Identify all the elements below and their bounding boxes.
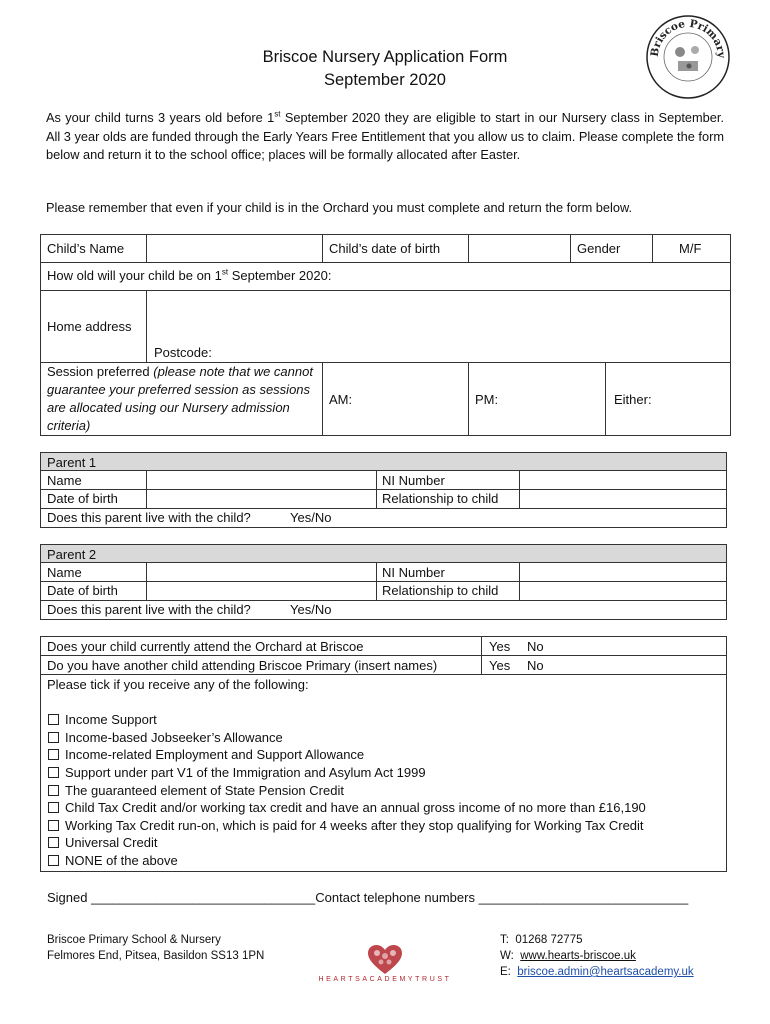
sibling-question: Do you have another child attending Briscoe Primary (insert names) <box>47 658 438 673</box>
parent2-ni-field[interactable] <box>521 564 724 580</box>
session-pm-option[interactable]: PM: <box>475 392 499 407</box>
heart-logo-icon <box>367 944 403 976</box>
parent2-relationship-field[interactable] <box>521 582 724 599</box>
checkbox[interactable] <box>48 714 59 725</box>
footer-address <box>47 932 264 964</box>
checkbox[interactable] <box>48 837 59 848</box>
contact-line[interactable]: _____________________________ <box>478 890 689 905</box>
child-name-field[interactable] <box>148 236 320 261</box>
tick-prompt: Please tick if you receive any of the following: <box>47 677 309 692</box>
benefit-item[interactable]: Working Tax Credit run-on, which is paid for 4 weeks after they stop qualifying for Working Tax Credit <box>47 817 646 835</box>
benefits-checklist <box>47 711 646 869</box>
session-label: Session preferred (please note that we cannot guarantee your preferred session as sessions are allocated using our Nursery admission criteria) <box>47 364 313 433</box>
footer-contacts <box>500 932 694 980</box>
contact-label: Contact telephone numbers <box>315 890 475 905</box>
web-label: W: <box>500 950 514 962</box>
orchard-no-option[interactable]: No <box>527 639 544 654</box>
parent1-relationship-field[interactable] <box>521 490 724 507</box>
parent2-name-field[interactable] <box>148 564 374 580</box>
parent2-dob-field[interactable] <box>148 582 374 599</box>
parent1-name-label: Name <box>47 473 82 488</box>
child-age-label: How old will your child be on 1st September 2020: <box>47 267 332 283</box>
parent1-relationship-label: Relationship to child <box>382 491 499 506</box>
intro-paragraph: As your child turns 3 years old before 1st September 2020 they are eligible to start in our Nursery class in September. All 3 year olds are funded through the Early Years Free Entitlement that you allow us to claim. Please complete the form below and return it to the school office; places will be formally allocated after Easter. <box>46 109 724 162</box>
parent2-name-label: Name <box>47 565 82 580</box>
checkbox[interactable] <box>48 767 59 778</box>
parent1-live-option[interactable]: Yes/No <box>290 510 332 525</box>
email-link[interactable]: briscoe.admin@heartsacademy.uk <box>517 966 694 978</box>
parent1-dob-label: Date of birth <box>47 491 118 506</box>
checkbox[interactable] <box>48 785 59 796</box>
checkbox[interactable] <box>48 802 59 813</box>
signed-line[interactable]: _______________________________ <box>91 890 316 905</box>
gender-label: Gender <box>577 241 621 256</box>
benefit-item[interactable]: Income-related Employment and Support Allowance <box>47 746 646 764</box>
child-name-label: Child’s Name <box>47 241 125 256</box>
trust-name: HEARTSACADEMYTRUST <box>318 976 452 983</box>
child-dob-label: Child’s date of birth <box>329 241 441 256</box>
logo-ring-text: Briscoe Primary <box>648 17 728 59</box>
benefit-item[interactable]: NONE of the above <box>47 852 646 870</box>
signature-row <box>47 890 688 905</box>
benefit-item[interactable]: Income Support <box>47 711 646 729</box>
orchard-question: Does your child currently attend the Orchard at Briscoe <box>47 639 364 654</box>
signed-label: Signed <box>47 890 88 905</box>
footer-school-name: Briscoe Primary School & Nursery <box>47 934 221 946</box>
checkbox[interactable] <box>48 820 59 831</box>
checkbox[interactable] <box>48 855 59 866</box>
tel-value: 01268 72775 <box>515 934 583 946</box>
website-link[interactable]: www.hearts-briscoe.uk <box>520 950 636 962</box>
child-dob-field[interactable] <box>470 236 568 261</box>
parent1-dob-field[interactable] <box>148 490 374 507</box>
parent2-live-label: Does this parent live with the child? <box>47 602 251 617</box>
intro-reminder: Please remember that even if your child is in the Orchard you must complete and return the form below. <box>46 200 633 215</box>
checkbox[interactable] <box>48 732 59 743</box>
parent2-ni-label: NI Number <box>382 565 445 580</box>
parent1-name-field[interactable] <box>148 472 374 488</box>
home-address-field[interactable] <box>148 292 728 342</box>
benefit-item[interactable]: Income-based Jobseeker’s Allowance <box>47 729 646 747</box>
sibling-yes-option[interactable]: Yes <box>489 658 511 673</box>
session-am-option[interactable]: AM: <box>329 392 353 407</box>
checkbox[interactable] <box>48 749 59 760</box>
session-either-option[interactable]: Either: <box>614 392 652 407</box>
postcode-label: Postcode: <box>154 345 212 360</box>
home-address-label: Home address <box>47 319 132 334</box>
parent2-relationship-label: Relationship to child <box>382 583 499 598</box>
page-title: Briscoe Nursery Application Form <box>262 48 508 66</box>
sibling-no-option[interactable]: No <box>527 658 544 673</box>
footer-school-address: Felmores End, Pitsea, Basildon SS13 1PN <box>47 950 265 962</box>
tel-label: T: <box>500 934 509 946</box>
parent1-heading: Parent 1 <box>47 455 97 470</box>
benefit-item[interactable]: Universal Credit <box>47 834 646 852</box>
orchard-yes-option[interactable]: Yes <box>489 639 511 654</box>
email-label: E: <box>500 966 511 978</box>
page-subtitle: September 2020 <box>323 71 446 89</box>
parent2-dob-label: Date of birth <box>47 583 118 598</box>
parent1-ni-label: NI Number <box>382 473 445 488</box>
parent2-live-option[interactable]: Yes/No <box>290 602 332 617</box>
parent1-live-label: Does this parent live with the child? <box>47 510 251 525</box>
gender-field[interactable]: M/F <box>679 241 702 256</box>
benefit-item[interactable]: Support under part V1 of the Immigration and Asylum Act 1999 <box>47 764 646 782</box>
parent1-ni-field[interactable] <box>521 472 724 488</box>
parent2-heading: Parent 2 <box>47 547 97 562</box>
benefit-item[interactable]: Child Tax Credit and/or working tax credit and have an annual gross income of no more than £16,190 <box>47 799 646 817</box>
benefit-item[interactable]: The guaranteed element of State Pension Credit <box>47 781 646 799</box>
